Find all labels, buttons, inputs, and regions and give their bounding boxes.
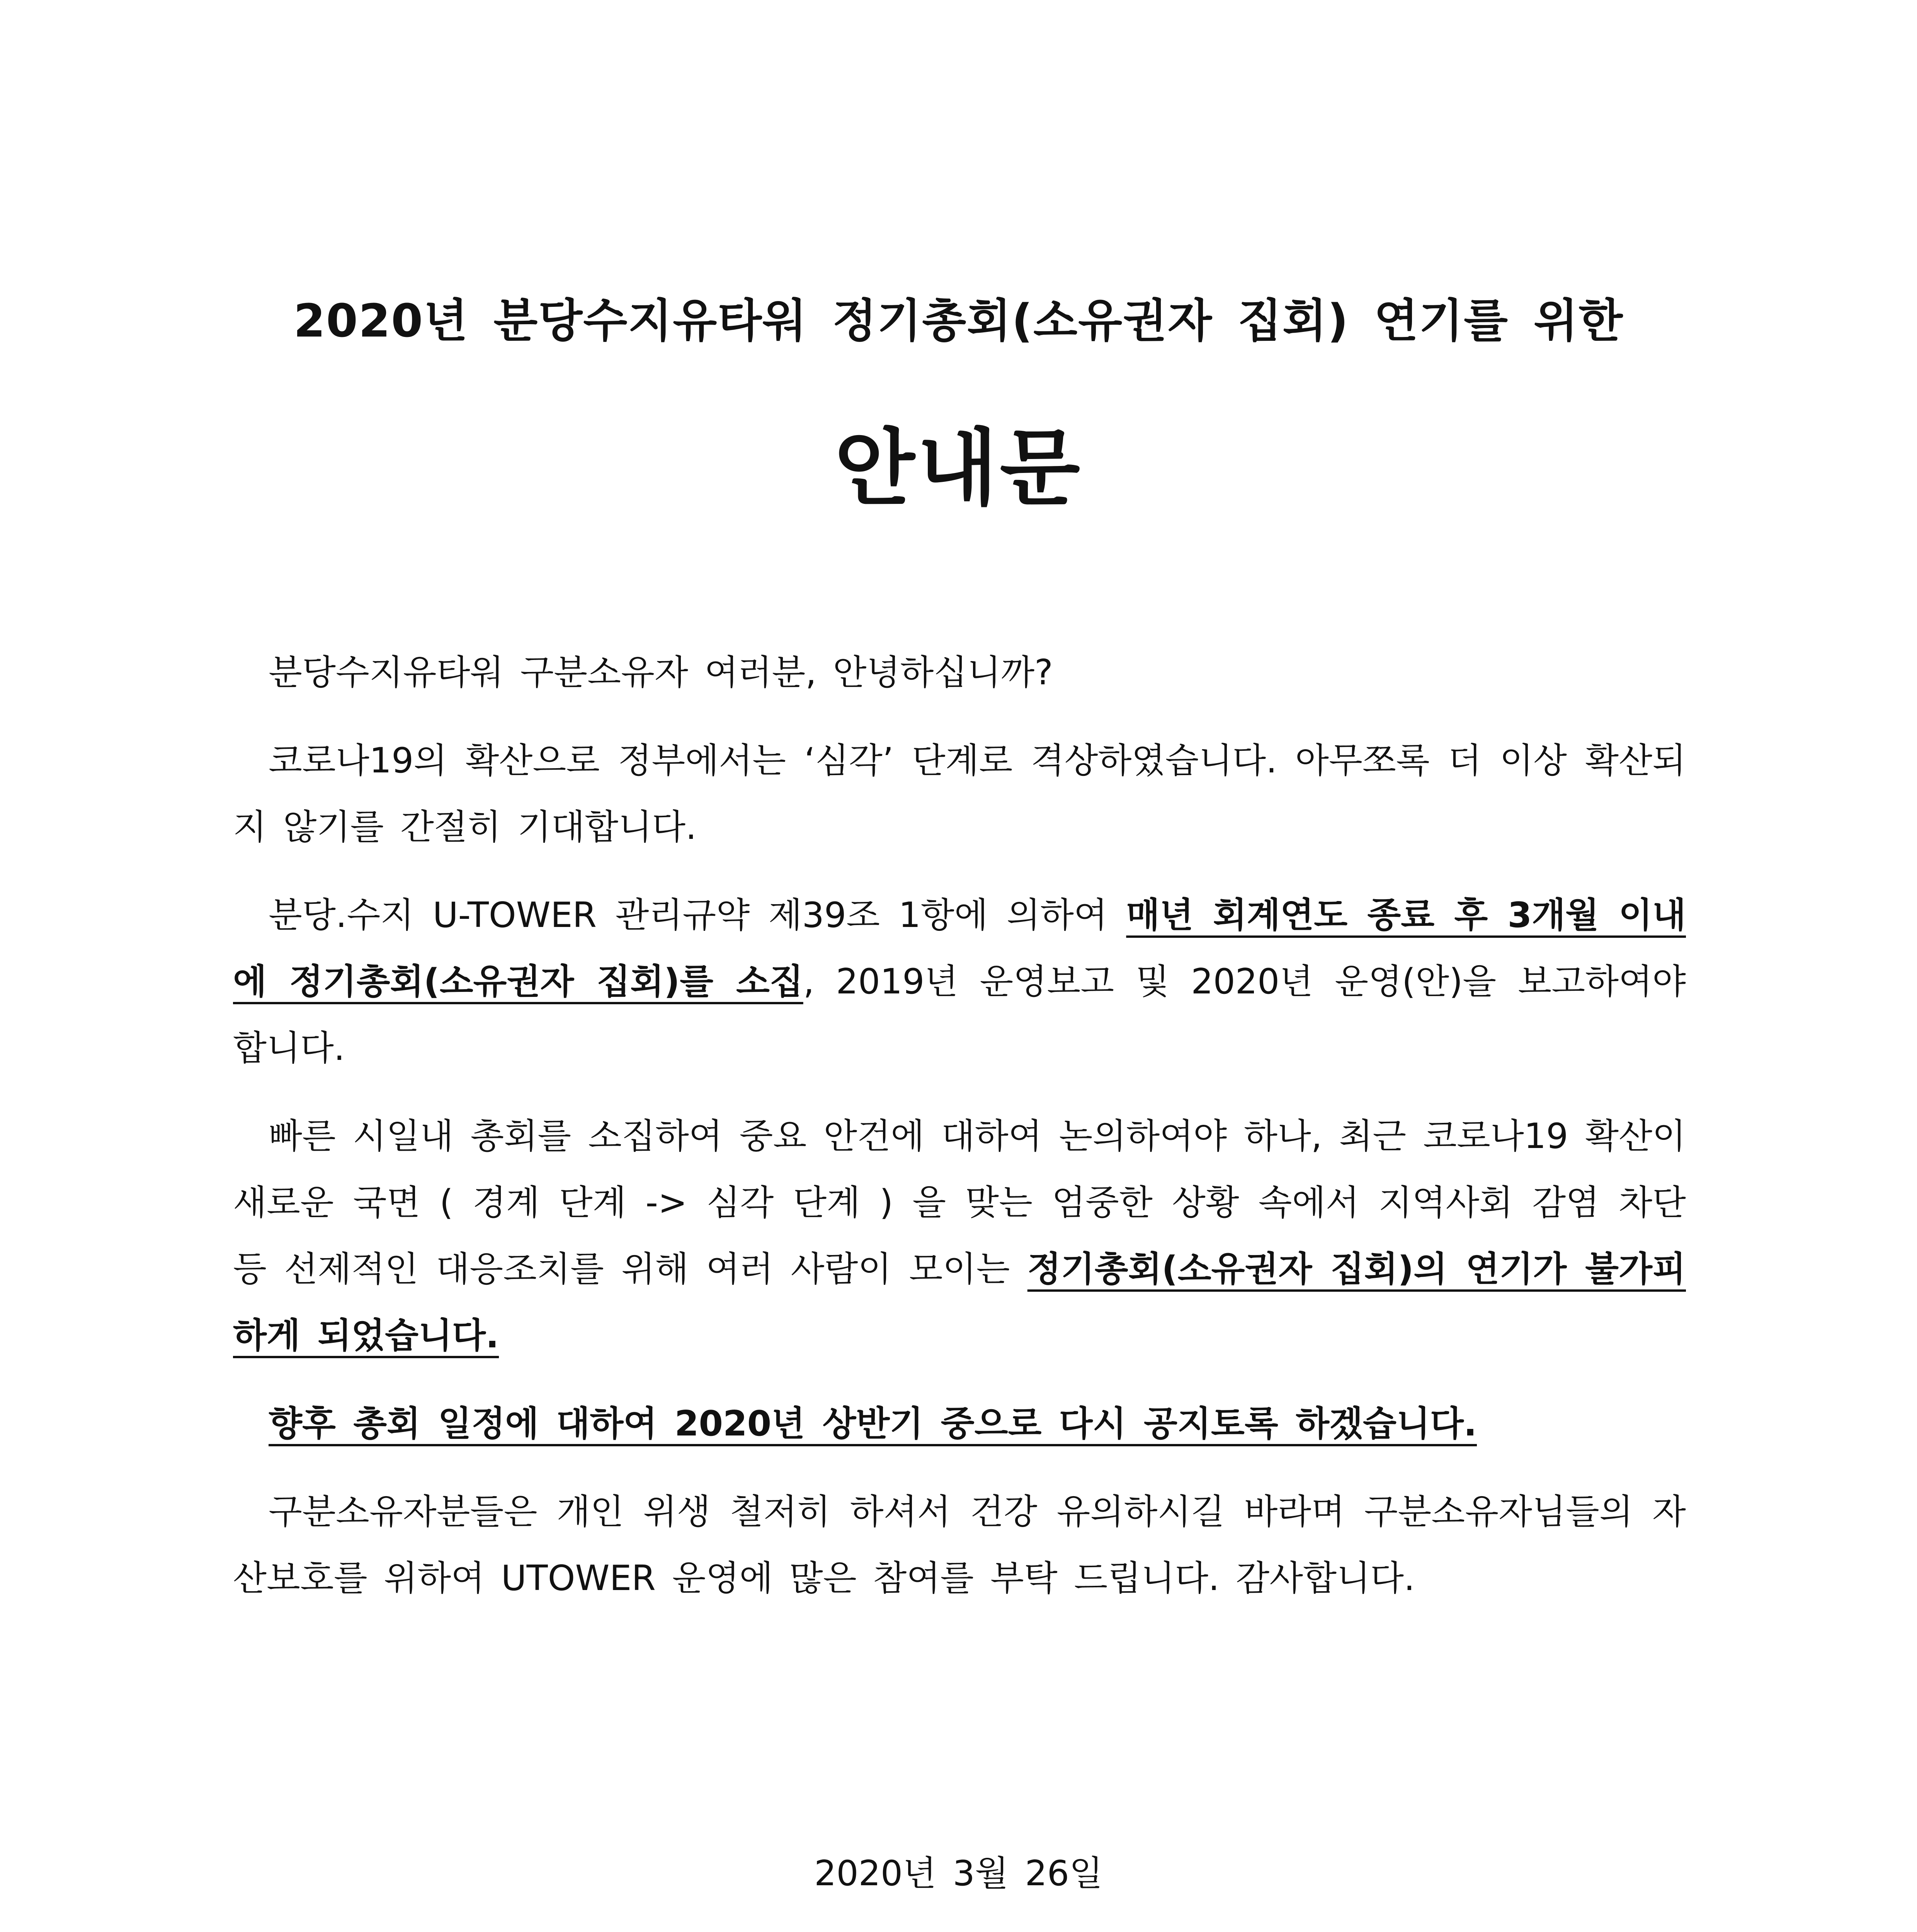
schedule-paragraph (233, 1391, 1686, 1457)
bylaw-text-end: , 2019년 운영보고 및 2020년 운영(안)을 보고하여야 합니다. (233, 961, 1686, 1068)
bylaw-emphasis: 매년 회계연도 종료 후 3개월 이내에 정기총회(소유권자 집회)를 소집 (233, 895, 1686, 1002)
covid-paragraph: 코로나19의 확산으로 정부에서는 ‘심각’ 단계로 격상하였습니다. 아무쪼록 더 이상 확산되지 않기를 간절히 기대합니다. (233, 740, 1686, 847)
bylaw-text-start: 분당.수지 U-TOWER 관리규약 제39조 1항에 의하여 (269, 895, 1126, 935)
postponement-emphasis: 정기총회(소유권자 집회)의 연기가 불가피하게 되었습니다. (233, 1249, 1686, 1356)
schedule-emphasis: 향후 총회 일정에 대하여 2020년 상반기 중으로 다시 공지토록 하겠습니다. (269, 1403, 1477, 1444)
bylaw-paragraph (233, 882, 1686, 1082)
notice-body (233, 639, 1686, 1633)
document-subtitle: 2020년 분당수지유타워 정기총회(소유권자 집회) 연기를 위한 (293, 294, 1624, 347)
postponement-text: 빠른 시일내 총회를 소집하여 중요 안건에 대하여 논의하여야 하나, 최근 코로나19 확산이 새로운 국면 ( 경계 단계 -> 심각 단계 ) 을 맞는 엄중한 상황 속에서 지역사회 감염 차단 등 선제적인 대응조치를 위해 여러 사람이 모이는 (233, 1116, 1686, 1289)
greeting-paragraph: 분당수지유타워 구분소유자 여러분, 안녕하십니까? (269, 652, 1053, 693)
closing-paragraph: 구분소유자분들은 개인 위생 철저히 하셔서 건강 유의하시길 바라며 구분소유자님들의 자산보호를 위하여 UTOWER 운영에 많은 참여를 부탁 드립니다. 감사합니다. (233, 1492, 1686, 1599)
notice-date: 2020년 3월 26일 (814, 1853, 1103, 1894)
document-title: 안내문 (834, 420, 1083, 517)
postponement-paragraph (233, 1103, 1686, 1369)
